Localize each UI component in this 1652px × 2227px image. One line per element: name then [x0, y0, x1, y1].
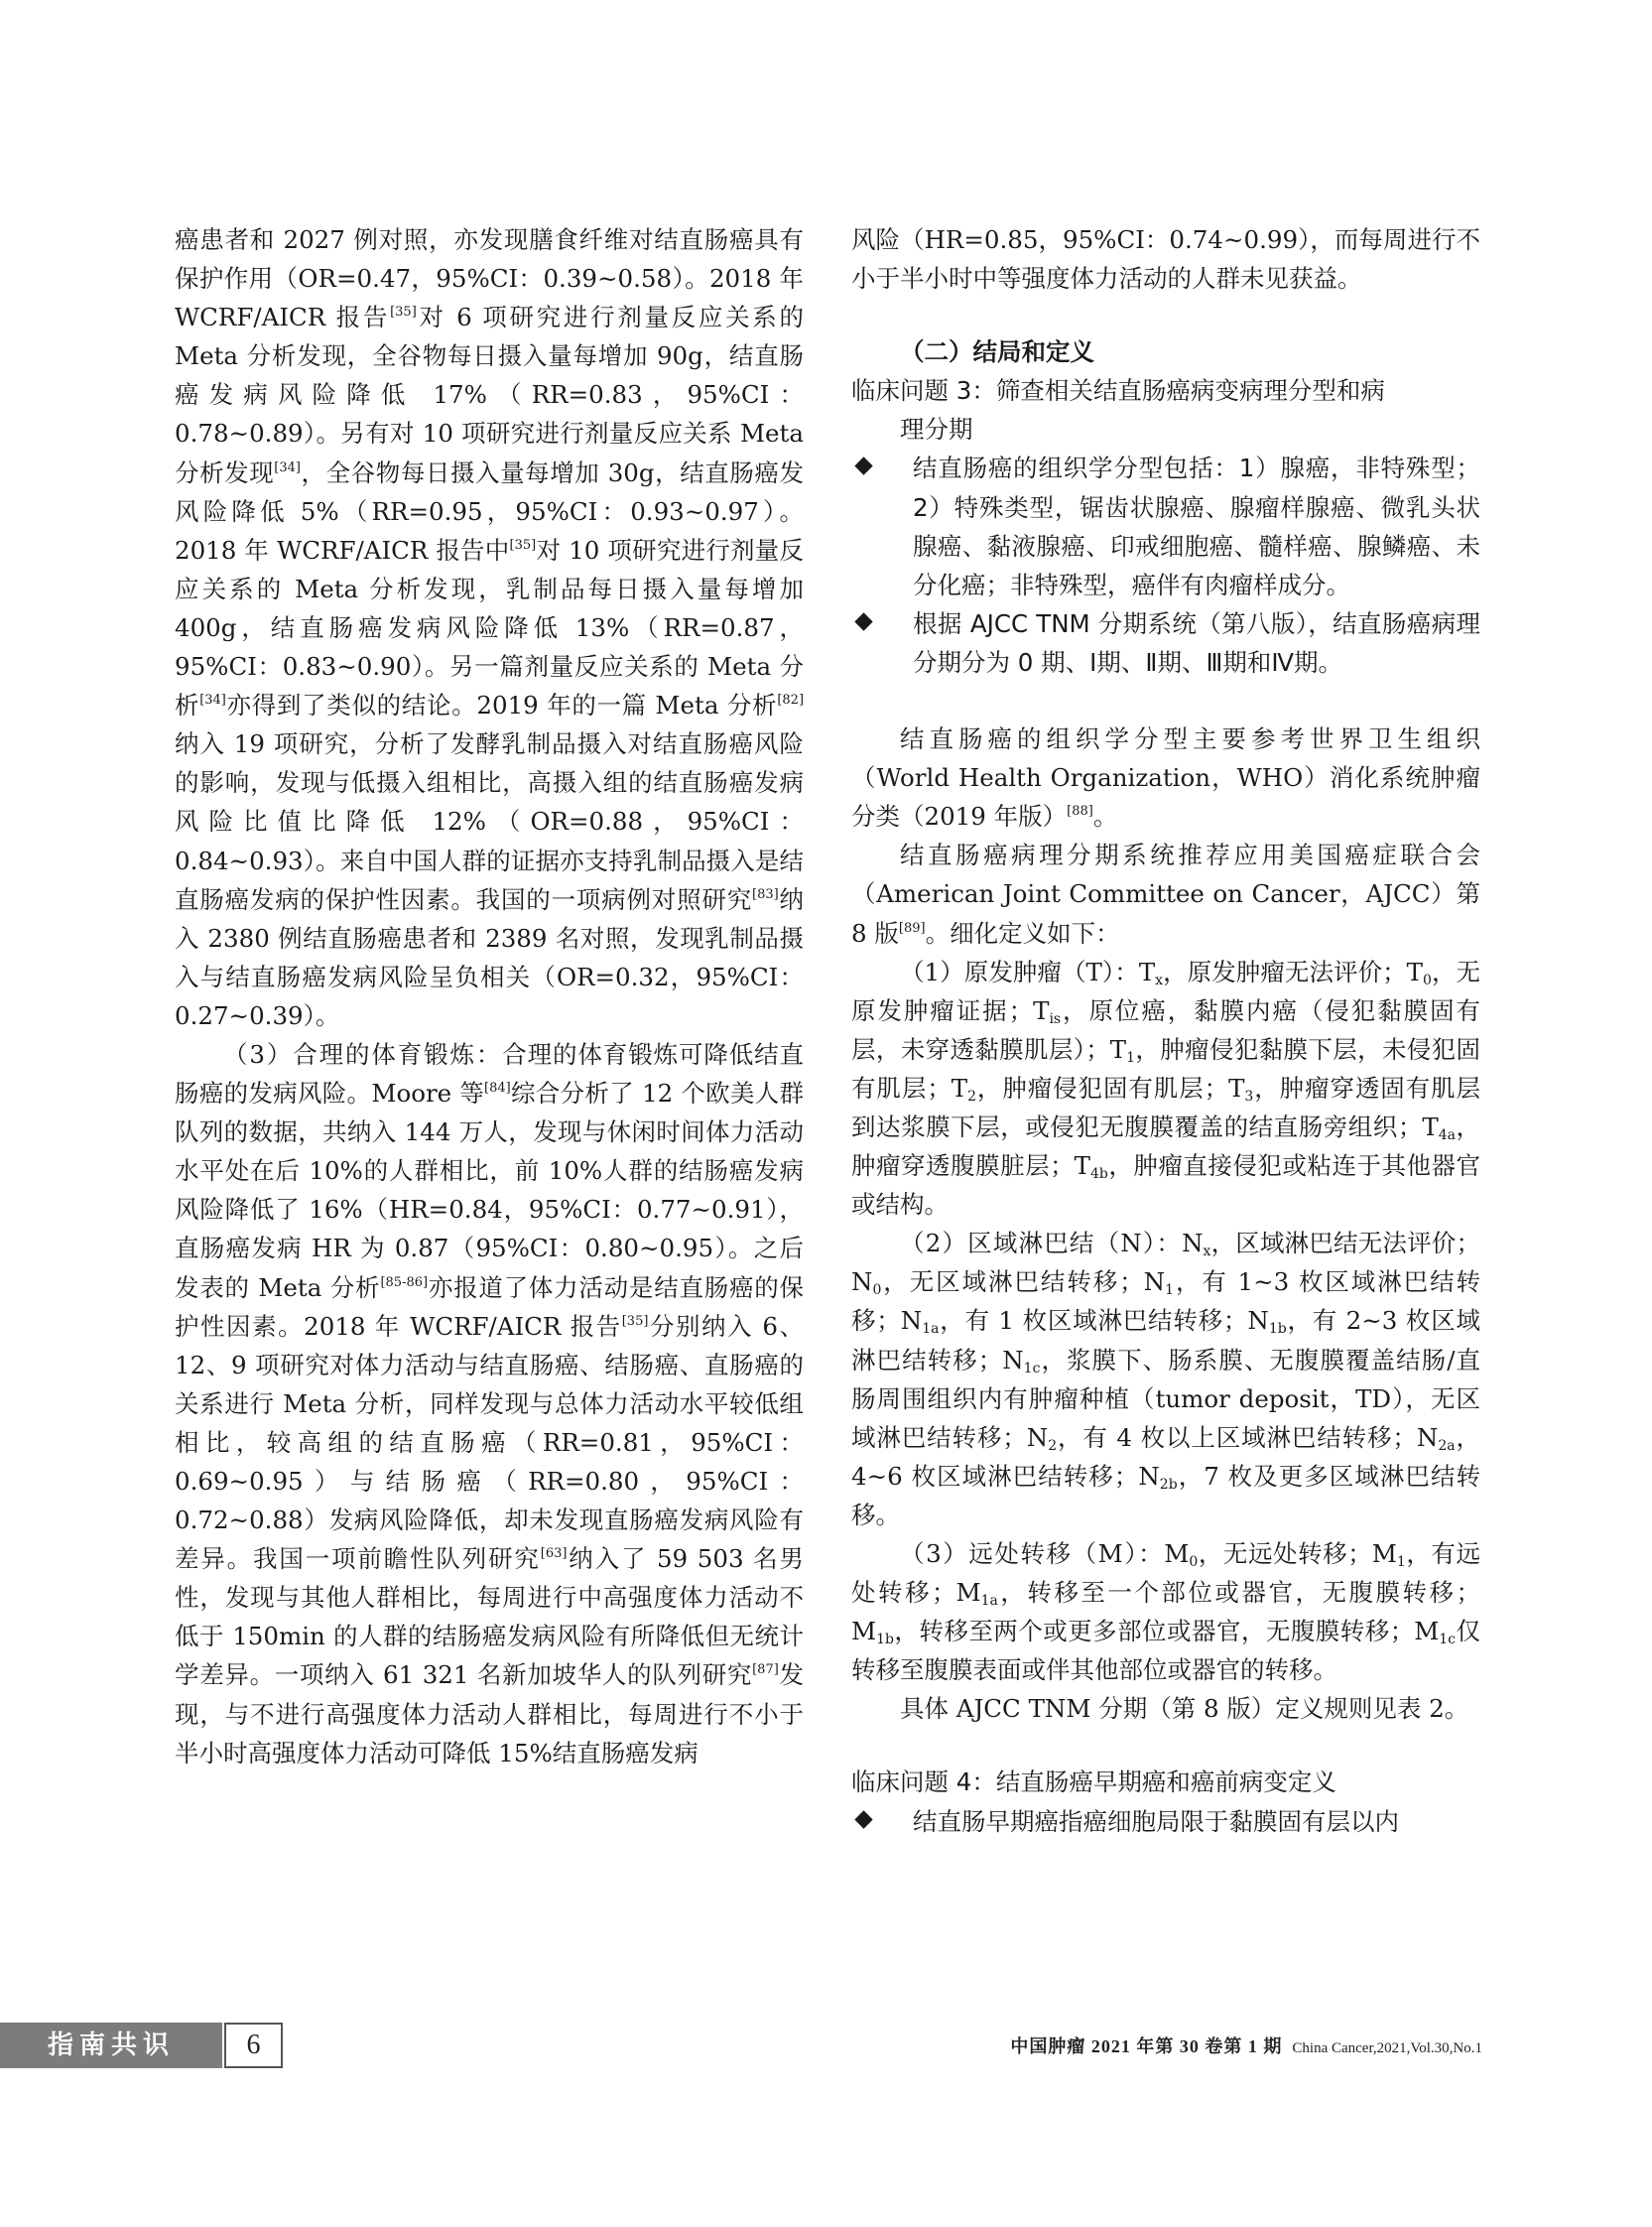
citation-ref: [35]	[390, 305, 417, 321]
citation-ref: [83]	[752, 886, 779, 902]
paragraph-risk-continued: 风险（HR=0.85，95%CI：0.74~0.99），而每周进行不小于半小时中等强度体力活动的人群未见获益。	[851, 225, 1480, 294]
paragraph-table-reference: 具体 AJCC TNM 分期（第 8 版）定义规则见表 2。	[900, 1694, 1469, 1724]
section-heading-outcomes: （二）结局和定义	[900, 337, 1094, 367]
recommendation-bullet-2: 根据 AJCC TNM 分期系统（第八版），结直肠癌病理分期分为 0 期、Ⅰ期、Ⅱ期、Ⅲ期和Ⅳ期。	[851, 604, 1480, 682]
citation-ref: [89]	[898, 920, 926, 936]
clinical-question-3-cont: 理分期	[900, 415, 973, 445]
citation-ref: [35]	[621, 1313, 649, 1329]
recommendation-bullet-3: 结直肠早期癌指癌细胞局限于黏膜固有层以内	[851, 1802, 1480, 1841]
diamond-bullet-icon	[854, 612, 872, 630]
citation-ref: [87]	[752, 1662, 779, 1678]
paragraph-distant-metastasis: （3）远处转移（M）：$M_0$，无远处转移；$M_1$，有远处转移；$M_{1a}$，转移至一个部位或器官，无腹膜转移；$M_{1b}$，转移至两个或更多部位或器官，无腹膜转移；$M_{1c}$仅转移至腹膜表面或伴其他部位或器官的转移。	[851, 1539, 1480, 1685]
journal-name-en: China Cancer,2021,Vol.30,No.1	[1292, 2040, 1482, 2056]
paragraph-ajcc-staging: 结直肠癌病理分期系统推荐应用美国癌症联合会（American Joint Committee on Cancer，AJCC）第 8 版[89]。细化定义如下：	[851, 841, 1480, 948]
right-column	[851, 220, 1480, 1841]
citation-ref: [85-86]	[380, 1274, 429, 1290]
citation-ref: [35]	[509, 537, 537, 553]
page-footer	[0, 2023, 1652, 2068]
recommendation-bullet-1: 结直肠癌的组织学分型包括：1）腺癌，非特殊型；2）特殊类型，锯齿状腺癌、腺瘤样腺癌、微乳头状腺癌、黏液腺癌、印戒细胞癌、髓样癌、腺鳞癌、未分化癌；非特殊型，癌伴有肉瘤样成分。	[851, 449, 1480, 603]
left-column	[175, 220, 804, 1772]
citation-ref: [34]	[274, 459, 301, 475]
citation-ref: [34]	[199, 693, 226, 709]
page-number: 6	[224, 2023, 283, 2068]
paragraph-primary-tumor: （1）原发肿瘤（T）：$T_x$，原发肿瘤无法评价；$T_0$，无原发肿瘤证据；$T_{is}$，原位癌，黏膜内癌（侵犯黏膜固有层，未穿透黏膜肌层）；$T_1$，肿瘤侵犯黏膜下层，未侵犯固有肌层；$T_2$，肿瘤侵犯固有肌层；$T_3$，肿瘤穿透固有肌层到达浆膜下层，或侵犯无腹膜覆盖的结直肠旁组织；$T_{4a}$，肿瘤穿透腹膜脏层；$T_{4b}$，肿瘤直接侵犯或粘连于其他器官或结构。	[851, 957, 1481, 1220]
journal-name-cn: 中国肿瘤 2021 年第 30 卷第 1 期	[1010, 2036, 1283, 2056]
section-tag: 指南共识	[0, 2023, 222, 2068]
citation-ref: [82]	[777, 693, 805, 709]
clinical-question-4: 临床问题 4：结直肠癌早期癌和癌前病变定义	[851, 1768, 1336, 1797]
paragraph-who-classification: 结直肠癌的组织学分型主要参考世界卫生组织（World Health Organization，WHO）消化系统肿瘤分类（2019 年版）[88]。	[851, 724, 1480, 832]
paragraph-regional-lymph-nodes: （2）区域淋巴结（N）：$N_x$，区域淋巴结无法评价；$N_0$，无区域淋巴结转移；$N_1$，有 1~3 枚区域淋巴结转移；$N_{1a}$，有 1 枚区域淋巴结转移；$N_{1b}$，有 2~3 枚区域淋巴结转移；$N_{1c}$，浆膜下、肠系膜、无腹膜覆盖结肠/直肠周围组织内有肿瘤种植（tumor deposit，TD），无区域淋巴结转移；$N_2$，有 4 枚以上区域淋巴结转移；$N_{2a}$，4~6 枚区域淋巴结转移；$N_{2b}$，7 枚及更多区域淋巴结转移。	[851, 1229, 1481, 1529]
clinical-question-3: 临床问题 3：筛查相关结直肠癌病变病理分型和病	[851, 376, 1385, 406]
diamond-bullet-icon	[854, 458, 872, 475]
citation-ref: [88]	[1067, 804, 1093, 820]
paragraph-dietary-fiber-dairy: 癌患者和 2027 例对照，亦发现膳食纤维对结直肠癌具有保护作用（OR=0.47，95%CI：0.39~0.58）。2018 年 WCRF/AICR 报告[35]对 6 项研究进行剂量反应关系的 Meta 分析发现，全谷物每日摄入量每增加 90g，结直肠癌发病风险降低 17%（RR=0.83，95%CI：0.78~0.89）。另有对 10 项研究进行剂量反应关系 Meta 分析发现[34]，全谷物每日摄入量每增加 30g，结直肠癌发风险降低 5%（RR=0.95，95%CI：0.93~0.97）。2018 年 WCRF/AICR 报告中[35]对 10 项研究进行剂量反应关系的 Meta 分析发现，乳制品每日摄入量每增加 400g，结直肠癌发病风险降低 13%（RR=0.87，95%CI：0.83~0.90）。另一篇剂量反应关系的 Meta 分析[34]亦得到了类似的结论。2019 年的一篇 Meta 分析[82]纳入 19 项研究，分析了发酵乳制品摄入对结直肠癌风险的影响，发现与低摄入组相比，高摄入组的结直肠癌发病风险比值比降低 12%（OR=0.88，95%CI：0.84~0.93）。来自中国人群的证据亦支持乳制品摄入是结直肠癌发病的保护性因素。我国的一项病例对照研究[83]纳入 2380 例结直肠癌患者和 2389 名对照，发现乳制品摄入与结直肠癌发病风险呈负相关（OR=0.32，95%CI：0.27~0.39）。	[175, 225, 805, 1030]
paragraph-physical-activity: （3）合理的体育锻炼：合理的体育锻炼可降低结直肠癌的发病风险。Moore 等[84]综合分析了 12 个欧美人群队列的数据，共纳入 144 万人，发现与休闲时间体力活动水平处在后 10%的人群相比，前 10%人群的结肠癌发病风险降低了 16%（HR=0.84，95%CI：0.77~0.91），直肠癌发病 HR 为 0.87（95%CI：0.80~0.95）。之后发表的 Meta 分析[85-86]亦报道了体力活动是结直肠癌的保护性因素。2018 年 WCRF/AICR 报告[35]分别纳入 6、12、9 项研究对体力活动与结直肠癌、结肠癌、直肠癌的关系进行 Meta 分析，同样发现与总体力活动水平较低组相比，较高组的结直肠癌（RR=0.81，95%CI：0.69~0.95）与结肠癌（RR=0.80，95%CI：0.72~0.88）发病风险降低，却未发现直肠癌发病风险有差异。我国一项前瞻性队列研究[63]纳入了 59 503 名男性，发现与其他人群相比，每周进行中高强度体力活动不低于 150min 的人群的结肠癌发病风险有所降低但无统计学差异。一项纳入 61 321 名新加坡华人的队列研究[87]发现，与不进行高强度体力活动人群相比，每周进行不小于半小时高强度体力活动可降低 15%结直肠癌发病	[175, 1039, 805, 1768]
diamond-bullet-icon	[854, 1810, 872, 1828]
citation-ref: [63]	[540, 1546, 568, 1562]
journal-citation	[1010, 2032, 1482, 2058]
subsection-label: （3）合理的体育锻炼：	[223, 1039, 503, 1069]
citation-ref: [84]	[484, 1081, 511, 1097]
